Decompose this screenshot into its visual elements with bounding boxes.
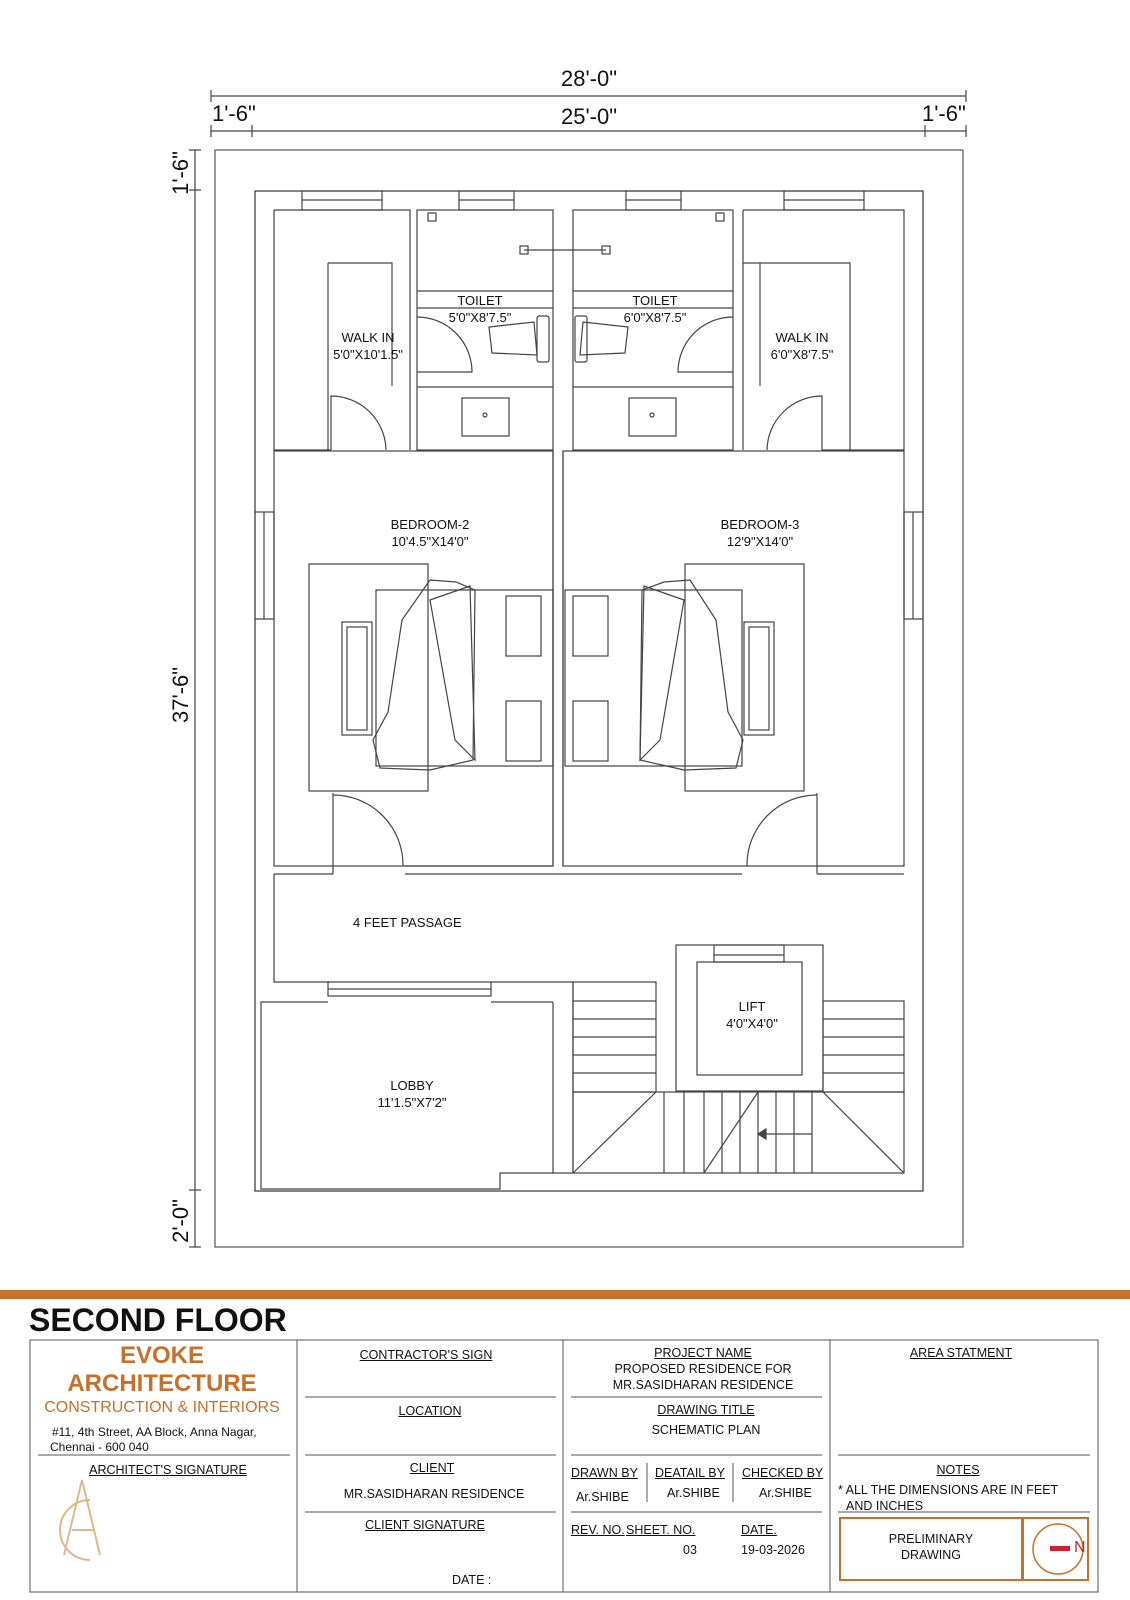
room-label-lift xyxy=(726,998,778,1032)
drawn-by-label: DRAWN BY xyxy=(571,1466,638,1480)
location-label: LOCATION xyxy=(398,1404,462,1418)
client-label: CLIENT xyxy=(409,1461,455,1475)
room-size: 10'4.5"X14'0" xyxy=(391,534,469,549)
firm-tagline: CONSTRUCTION & INTERIORS xyxy=(44,1399,280,1416)
firm-name-line1: EVOKE xyxy=(119,1342,205,1369)
room-size: 12'9"X14'0" xyxy=(726,534,794,549)
room-label-bedroom-3 xyxy=(721,516,800,550)
preliminary-stamp-line2: DRAWING xyxy=(901,1548,961,1562)
room-name: TOILET xyxy=(457,293,503,308)
room-label-bedroom-2 xyxy=(391,516,470,550)
firm-address-line2: Chennai - 600 040 xyxy=(50,1440,149,1454)
room-label-toilet-right xyxy=(624,292,687,326)
drawn-by-value: Ar.SHIBE xyxy=(576,1490,629,1504)
room-size: 6'0"X8'7.5" xyxy=(623,310,687,325)
room-name: BEDROOM-3 xyxy=(720,517,800,532)
room-name: LOBBY xyxy=(390,1078,434,1093)
dim-overall-depth: 37'-6" xyxy=(168,666,193,724)
dim-bottom-setback: 2'-0" xyxy=(168,1199,193,1243)
north-label: N xyxy=(1074,1539,1086,1556)
client-value: MR.SASIDHARAN RESIDENCE xyxy=(343,1487,525,1501)
room-label-walkin-left xyxy=(333,329,403,363)
room-name: WALK IN xyxy=(775,330,829,345)
firm-name-line2: ARCHITECTURE xyxy=(67,1370,257,1397)
sheet-title: SECOND FLOOR xyxy=(29,1302,287,1338)
room-size: 4'0"X4'0" xyxy=(726,1016,778,1031)
date-column-label: DATE. xyxy=(741,1523,777,1537)
dim-right-setback: 1'-6" xyxy=(922,101,966,126)
dim-left-setback: 1'-6" xyxy=(212,101,256,126)
room-label-passage: 4 FEET PASSAGE xyxy=(353,915,462,930)
windows-side xyxy=(255,512,923,619)
project-name-line1: PROPOSED RESIDENCE FOR xyxy=(614,1362,792,1376)
room-name: TOILET xyxy=(632,293,678,308)
plot-boundary xyxy=(215,150,963,1247)
dim-inner-width: 25'-0" xyxy=(560,104,618,129)
room-size: 5'0"X8'7.5" xyxy=(448,310,512,325)
preliminary-stamp-line1: PRELIMINARY xyxy=(888,1532,974,1546)
firm-logo-monogram xyxy=(60,1480,100,1560)
client-signature-label: CLIENT SIGNATURE xyxy=(365,1518,485,1532)
contractor-sign-label: CONTRACTOR'S SIGN xyxy=(359,1348,493,1362)
sheet-no-value: 03 xyxy=(683,1543,697,1557)
checked-by-value: Ar.SHIBE xyxy=(759,1486,812,1500)
detail-by-value: Ar.SHIBE xyxy=(667,1486,720,1500)
door-swings xyxy=(331,317,822,866)
notes-label: NOTES xyxy=(936,1463,980,1477)
room-name: WALK IN xyxy=(341,330,395,345)
drawing-title-label: DRAWING TITLE xyxy=(657,1403,755,1417)
dim-top-setback: 1'-6" xyxy=(168,151,193,195)
sheet-no-label: SHEET. NO. xyxy=(626,1523,696,1537)
dim-overall-width: 28'-0" xyxy=(560,66,618,91)
notes-line1: * ALL THE DIMENSIONS ARE IN FEET xyxy=(838,1483,1059,1497)
date-column-value: 19-03-2026 xyxy=(741,1543,805,1557)
checked-by-label: CHECKED BY xyxy=(742,1466,824,1480)
beds xyxy=(309,564,804,791)
title-separator-bar xyxy=(0,1290,1130,1299)
windows-top xyxy=(302,191,864,210)
room-label-toilet-left xyxy=(449,292,512,326)
firm-address-line1: #11, 4th Street, AA Block, Anna Nagar, xyxy=(52,1425,257,1439)
stair-arrow xyxy=(758,1129,812,1139)
room-size: 11'1.5"X7'2" xyxy=(377,1095,447,1110)
room-label-lobby xyxy=(378,1077,447,1111)
room-name: BEDROOM-2 xyxy=(390,517,470,532)
notes-line2: AND INCHES xyxy=(846,1499,924,1513)
area-statement-label: AREA STATMENT xyxy=(909,1346,1013,1360)
room-size: 5'0"X10'1.5" xyxy=(333,347,403,362)
rev-no-label: REV. NO. xyxy=(571,1523,625,1537)
date-label: DATE : xyxy=(452,1573,492,1587)
detail-by-label: DEATAIL BY xyxy=(655,1466,725,1480)
project-name-label: PROJECT NAME xyxy=(654,1346,752,1360)
room-name: LIFT xyxy=(738,999,766,1014)
drawing-title-value: SCHEMATIC PLAN xyxy=(651,1423,761,1437)
project-name-line2: MR.SASIDHARAN RESIDENCE xyxy=(612,1378,794,1392)
room-label-walkin-right xyxy=(771,329,834,363)
room-size: 6'0"X8'7.5" xyxy=(770,347,834,362)
architect-signature-label: ARCHITECT'S SIGNATURE xyxy=(89,1463,247,1477)
